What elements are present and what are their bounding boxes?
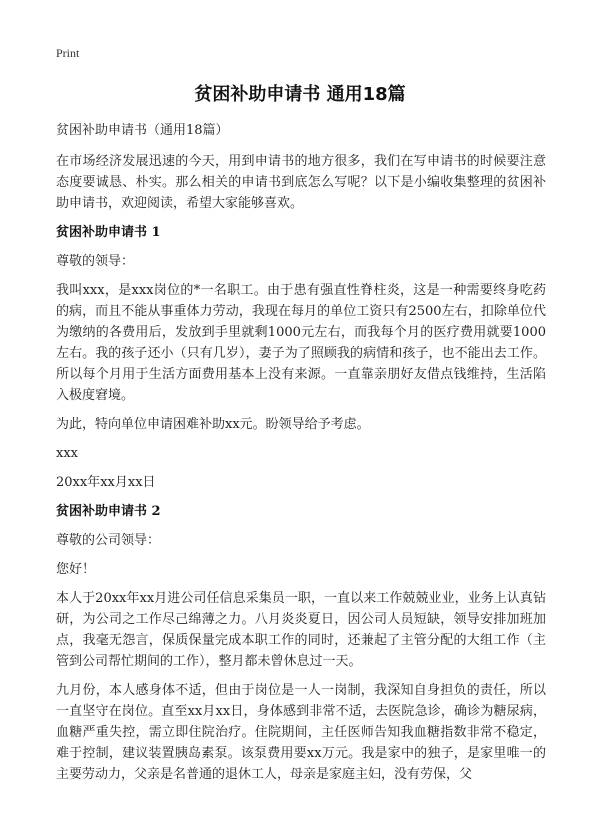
document-body bbox=[56, 120, 546, 793]
section-2-greeting: 尊敬的公司领导： bbox=[56, 533, 161, 548]
section-2-heading: 贫困补助申请书 2 bbox=[56, 504, 161, 519]
section-1-body-paragraph: 我叫xxx，是xxx岗位的*一名职工。由于患有强直性脊柱炎，这是一种需要终身吃药的病，而且不能从事重体力劳动，我现在每月的单位工资只有2500左右，扣除单位代为缴纳的各费用后，发放到手里就剩1000元左右，而我每个月的医疗费用就要1000左右。我的孩子还小（只有几岁），妻子为了照顾我的病情和孩子，也不能出去工作。所以每个月用于生活方面费用基本上没有来源。一直靠亲朋好友借点钱维持，生活陷入极度窘境。 bbox=[56, 283, 546, 403]
print-link[interactable]: Print bbox=[56, 46, 80, 60]
section-1-heading: 贫困补助申请书 1 bbox=[56, 225, 161, 240]
section-2-body-paragraph-2: 九月份，本人感身体不适，但由于岗位是一人一岗制，我深知自身担负的责任，所以一直坚守在岗位。直至xx月xx日，身体感到非常不适，去医院急诊，确诊为糖尿病，血糖严重失控，需立即住院治疗。住院期间，主任医师告知我血糖指数非常不稳定，难于控制，建议装置胰岛素泵。该泵费用要xx万元。我是家中的独子，是家里唯一的主要劳动力，父亲是名普通的退休工人，母亲是家庭主妇，没有劳保，父 bbox=[56, 683, 546, 782]
page-title: 贫困补助申请书 通用18篇 bbox=[194, 84, 406, 105]
section-2-body-paragraph: 本人于20xx年xx月进公司任信息采集员一职，一直以来工作兢兢业业，业务上认真钻研，为公司之工作尽己绵薄之力。八月炎炎夏日，因公司人员短缺，领导安排加班加点，我毫无怨言，保质保量完成本职工作的同时，还兼起了主管分配的大组工作（主管到公司帮忙期间的工作），整月都未曾休息过一天。 bbox=[56, 591, 546, 669]
section-2-hello: 您好！ bbox=[56, 562, 96, 577]
section-1-signature: xxx bbox=[56, 446, 78, 461]
section-1-request-paragraph: 为此，特向单位申请困难补助xx元。盼领导给予考虑。 bbox=[56, 417, 370, 432]
document-subtitle: 贫困补助申请书（通用18篇） bbox=[56, 123, 229, 138]
intro-paragraph: 在市场经济发展迅速的今天，用到申请书的地方很多，我们在写申请书的时候要注意态度要诚恳、朴实。那么相关的申请书到底怎么写呢？以下是小编收集整理的贫困补助申请书，欢迎阅读，希望大家能够喜欢。 bbox=[56, 154, 546, 211]
section-1-date: 20xx年xx月xx日 bbox=[56, 475, 156, 490]
section-1-greeting: 尊敬的领导： bbox=[56, 254, 135, 269]
